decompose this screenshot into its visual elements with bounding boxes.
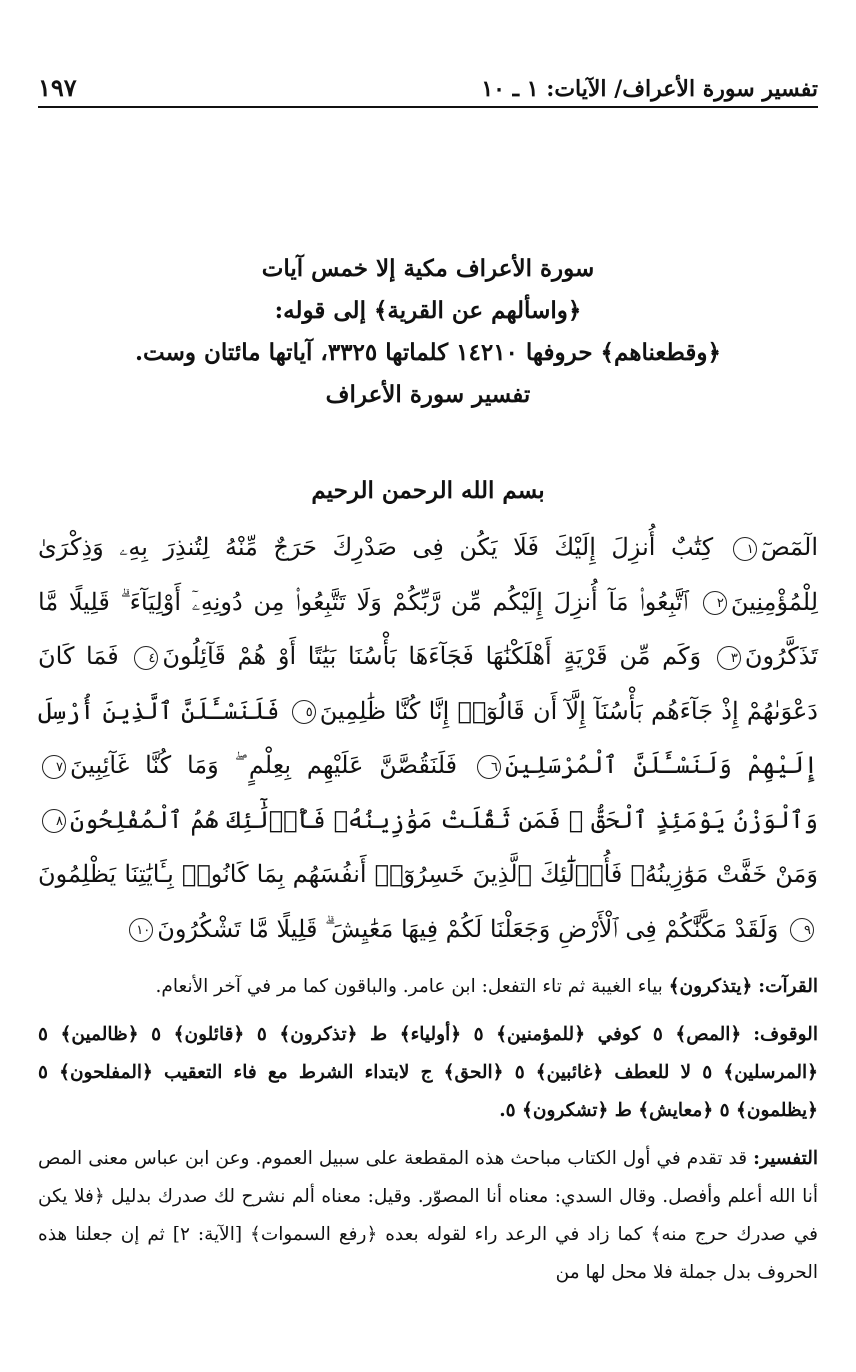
verse-text: فَمَا كَانَ دَعْوَىٰهُمْ إِذْ جَآءَهُم بَأْسُنَآ إِلَّآ أَن قَالُوٓا۟ إِنَّا كُنَّا ظَٰلِمِينَ xyxy=(38,642,818,725)
stops-label: الوقوف: xyxy=(753,1024,818,1045)
page-number: ١٩٧ xyxy=(38,73,77,102)
verse-text: وَمَنْ خَفَّتْ مَوَٰزِينُهُۥ فَأُو۟لَٰٓئِكَ ٱلَّذِينَ خَسِرُوٓا۟ أَنفُسَهُم بِمَا كَانُوا۟ بِـَٔايَٰتِنَا يَظْلِمُونَ xyxy=(38,860,818,888)
surah-intro xyxy=(38,248,818,416)
readings-label: القرآت: xyxy=(758,976,818,997)
verse-text: كِتَٰبٌ أُنزِلَ إِلَيْكَ فَلَا يَكُن فِى صَدْرِكَ حَرَجٌ مِّنْهُ لِتُنذِرَ بِهِۦ وَذِكْرَىٰ لِلْمُؤْمِنِينَ xyxy=(38,533,818,616)
verse-text: وَكَم مِّن قَرْيَةٍ أَهْلَكْنَٰهَا فَجَآءَهَا بَأْسُنَا بَيَٰتًا أَوْ هُمْ قَآئِلُونَ xyxy=(162,642,702,670)
ayah-number-marker: ٥ xyxy=(292,700,316,724)
verse-text: ٱتَّبِعُوا۟ مَآ أُنزِلَ إِلَيْكُم مِّن رَّبِّكُمْ وَلَا تَتَّبِعُوا۟ مِن دُونِهِۦٓ أَوْلِيَآءَ ۗ قَلِيلًا مَّا تَذَكَّرُونَ xyxy=(38,587,818,670)
ayah-number-marker: ٤ xyxy=(134,646,158,670)
verse-text: وَلَقَدْ مَكَّنَّٰكُمْ فِى ٱلْأَرْضِ وَجَعَلْنَا لَكُمْ فِيهَا مَعَٰيِشَ ۗ قَلِيلًا مَّا تَشْكُرُونَ xyxy=(157,914,779,943)
readings-text: بياء الغيبة ثم تاء التفعل: ابن عامر. والباقون كما مر في آخر الأنعام. xyxy=(155,976,663,997)
ayah-number-marker: ٩ xyxy=(790,918,814,942)
book-page xyxy=(38,60,818,1292)
ayah-number-marker: ٧ xyxy=(42,755,66,779)
tafsir-label: التفسير: xyxy=(753,1148,818,1169)
tafsir-text: قد تقدم في أول الكتاب مباحث هذه المقطعة على سبيل العموم. وعن ابن عباس معنى المص أنا الله أعلم وأفصل. وقال السدي: معناه أنا المصوّر. وقيل: معناه ألم نشرح لك صدرك بدليل ﴿فلا يكن في صدرك حرج منه﴾ كما زاد في الرعد راء لقوله بعده ﴿رفع السموات﴾ [الآية: ٢] ثم إن جعلنا هذه الحروف بدل جملة فلا محل لها من xyxy=(38,1148,819,1283)
quran-verses xyxy=(38,520,818,956)
ayah-number-marker: ٢ xyxy=(703,591,727,615)
stops-text: ﴿المص﴾ ٥ كوفي ﴿للمؤمنين﴾ ٥ ﴿أولياء﴾ ط ﴿تذكرون﴾ ٥ ﴿قائلون﴾ ٥ ﴿ظالمين﴾ ٥ ﴿المرسلين﴾ ٥ لا للعطف ﴿غائبين﴾ ٥ ﴿الحق﴾ ج لابتداء الشرط مع فاء التعقيب ﴿المفلحون﴾ ٥ ﴿يظلمون﴾ ٥ ﴿معايش﴾ ط ﴿تشكرون﴾ ٥. xyxy=(38,1024,819,1121)
intro-line-4: تفسير سورة الأعراف xyxy=(325,381,531,408)
ayah-number-marker: ٨ xyxy=(42,809,66,833)
basmala: بسم الله الرحمن الرحيم xyxy=(311,477,545,504)
readings-word: ﴿يتذكرون﴾ xyxy=(668,976,753,997)
ayah-number-marker: ١ xyxy=(733,537,757,561)
stops-paragraph xyxy=(38,1016,818,1130)
verse-text: الٓمٓصٓ xyxy=(760,533,818,561)
ayah-number-marker: ٦ xyxy=(477,755,501,779)
verse-text: فَلَنَقُصَّنَّ عَلَيْهِم بِعِلْمٍ ۖ وَمَا كُنَّا غَآئِبِينَ xyxy=(70,751,458,779)
readings-paragraph xyxy=(38,968,818,1006)
running-title: تفسير سورة الأعراف/ الآيات: ١ ـ ١٠ xyxy=(481,76,818,102)
ayah-number-marker: ١٠ xyxy=(129,918,153,942)
verse-text: وَٱلْوَزْنُ يَوْمَئِذٍ ٱلْحَقُّ ۚ فَمَن ثَقُلَتْ مَوَٰزِينُهُۥ فَأُو۟لَٰٓئِكَ هُمُ ٱلْمُفْلِحُونَ xyxy=(70,805,818,834)
tafsir-paragraph xyxy=(38,1140,818,1292)
verse-text: فَلَنَسْـَٔلَنَّ ٱلَّذِينَ أُرْسِلَ إِلَيْهِمْ وَلَنَسْـَٔلَنَّ ٱلْمُرْسَلِينَ xyxy=(38,696,818,779)
page-header xyxy=(38,60,818,108)
intro-line-3: ﴿وقطعناهم﴾ حروفها ١٤٢١٠ كلماتها ٣٣٢٥، آياتها مائتان وست. xyxy=(135,339,721,366)
intro-line-2: ﴿واسألهم عن القرية﴾ إلى قوله: xyxy=(274,297,582,324)
intro-line-1: سورة الأعراف مكية إلا خمس آيات xyxy=(261,255,595,282)
ayah-number-marker: ٣ xyxy=(717,646,741,670)
